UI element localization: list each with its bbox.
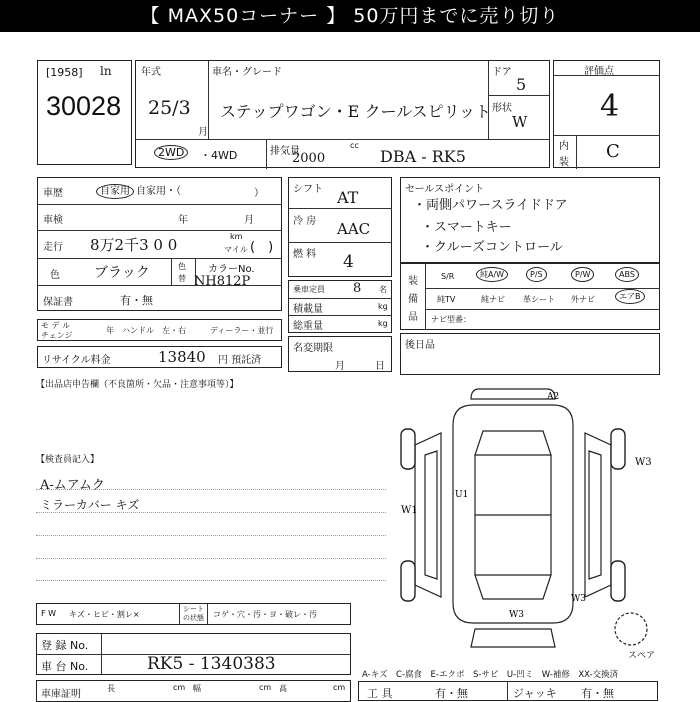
damage-legend: A-キズ C-腐食 E-エクボ S-サビ U-凹ミ W-補修 XX-交換済 <box>362 670 619 680</box>
shape-value: W <box>512 113 528 131</box>
mileage-value: 8万2千3 0 0 <box>90 236 178 254</box>
model-code: DBA - RK5 <box>380 147 466 166</box>
year-label: 年式 <box>141 67 161 78</box>
stock-number: 30028 <box>46 91 122 121</box>
recycle-unit: 円 預託済 <box>218 355 262 366</box>
transfer-unit: 月 日 <box>335 361 385 372</box>
history-options-text: 自家用・（ <box>136 186 181 197</box>
fw-marks: キズ・ヒビ・割レ× <box>69 610 140 619</box>
sales-points-label: セールスポイント <box>405 184 485 195</box>
name-value: ステップワゴン・E クールスピリット <box>220 102 492 121</box>
fw-label: F W <box>41 609 57 618</box>
seat-label-2: の状態 <box>183 614 204 622</box>
sales-point-3: ・クルーズコントロール <box>421 240 563 255</box>
repaint-label-1: 色 <box>178 262 186 271</box>
capacity-label: 乗車定員 <box>293 285 325 294</box>
spec-table <box>288 177 392 277</box>
equip-ps-text: P/S <box>526 267 547 282</box>
shape-label: 形状 <box>492 103 512 114</box>
name-label: 車名・グレード <box>212 67 282 78</box>
equip-aw-text: 純A/W <box>476 267 508 282</box>
sales-points-box <box>400 177 660 263</box>
report-label: 【出品店申告欄（不良箇所・欠品・注意事項等）】 <box>36 380 239 390</box>
interior-label-2: 装 <box>559 157 569 168</box>
mark-front: W3 <box>571 594 586 604</box>
interior-value: C <box>606 141 620 162</box>
color-no-label: カラーNo. <box>208 264 255 275</box>
displacement-label: 排気量 <box>270 146 300 157</box>
equip-ext-navi: 外ナビ <box>571 295 595 304</box>
interior-label-1: 内 <box>559 141 569 152</box>
history-options: 自家用 自家用・（ <box>96 182 181 199</box>
displacement-unit: cc <box>350 141 359 150</box>
equip-ps <box>526 267 547 282</box>
handle-label: ハンドル 左・右 <box>122 326 186 335</box>
cert-height: 高 <box>279 684 287 693</box>
rating-label: 評価点 <box>584 66 614 77</box>
car-outline <box>415 389 647 647</box>
year-value: 25/3 <box>148 97 191 119</box>
equipment-label-3: 品 <box>408 312 418 323</box>
ac-value: AAC <box>337 220 371 238</box>
car-damage-diagram <box>395 385 685 665</box>
navi-model-label: ナビ型番： <box>431 315 471 324</box>
color-no-value: NH812P <box>194 274 251 289</box>
weight-unit: kg <box>378 319 388 328</box>
shaken-year: 年 <box>178 215 188 226</box>
cert-length-unit: cm <box>173 683 186 692</box>
fuel-value: 4 <box>343 252 354 272</box>
dealer-label: ディーラー・並行 <box>210 326 274 335</box>
sales-point-1: ・両側パワースライドドア <box>413 198 568 213</box>
ac-label: 冷 房 <box>293 216 317 227</box>
mileage-unit-mile: マイル <box>224 245 248 254</box>
inspector-note-1: A-ムアムク <box>40 478 105 493</box>
equipment-label-1: 装 <box>408 276 418 287</box>
mileage-paren: ( ) <box>250 240 274 255</box>
recycle-value: 13840 <box>158 348 206 366</box>
seat-marks: コゲ・穴・汚・ヨ・破レ・汚 <box>213 610 317 619</box>
recycle-row <box>37 346 282 368</box>
chassis-label: 車 台 No. <box>41 660 89 673</box>
shaken-month: 月 <box>244 215 254 226</box>
shift-value: AT <box>337 188 359 207</box>
reg-no-label: 登 録 No. <box>41 639 89 652</box>
tools-label: 工 具 <box>367 687 393 700</box>
warranty-value: 有・無 <box>120 294 153 307</box>
jack-value: 有・無 <box>581 687 614 700</box>
history-close: ） <box>254 188 264 199</box>
transfer-box <box>288 336 392 372</box>
fuel-label: 燃 料 <box>293 249 317 260</box>
mark-bumper: W3 <box>509 610 524 620</box>
mark-hood: U1 <box>455 490 469 500</box>
door-value: 5 <box>516 75 527 94</box>
drive-4wd: ・4WD <box>200 149 238 162</box>
posthoc-label: 後日品 <box>405 340 435 351</box>
transfer-label: 名変期限 <box>293 343 333 354</box>
tools-box <box>358 681 658 701</box>
equip-abs-text: ABS <box>615 267 639 282</box>
equip-airbag-text: エアB <box>615 289 645 304</box>
jack-label: ジャッキ <box>513 687 557 700</box>
mileage-label: 走行 <box>43 242 63 253</box>
drive-2wd-circle: 2WD <box>154 145 188 160</box>
equipment-box <box>400 263 660 330</box>
equip-leather: 革シート <box>523 295 555 304</box>
tools-value: 有・無 <box>435 687 468 700</box>
mark-side-left: W1 <box>401 505 418 516</box>
equip-airbag <box>615 289 645 304</box>
garage-cert-label: 車庫証明 <box>41 689 81 700</box>
warranty-label: 保証書 <box>43 297 73 308</box>
weight-label: 総重量 <box>293 321 323 332</box>
equip-tv: 純TV <box>437 295 456 304</box>
equip-abs <box>615 267 639 282</box>
corner-banner: 【 MAX50コーナー 】 50万円までに売り切り <box>0 0 700 32</box>
model-change-row <box>37 319 282 341</box>
damage-row <box>36 603 351 625</box>
capacity-unit: 名 <box>379 285 387 294</box>
shift-label: シフト <box>293 184 323 195</box>
rating-value: 4 <box>600 89 620 124</box>
equip-sr: S/R <box>441 272 455 281</box>
color-label: 色 <box>50 270 60 281</box>
stock-tag: [1958] <box>46 66 83 79</box>
stock-tag-suffix: ln <box>100 64 112 78</box>
equip-aw <box>476 267 508 282</box>
load-unit: kg <box>378 302 388 311</box>
shaken-label: 車検 <box>43 215 63 226</box>
equipment-label-2: 備 <box>408 294 418 305</box>
equip-pw <box>571 267 594 282</box>
rating-box <box>553 60 660 168</box>
posthoc-box <box>400 333 660 375</box>
cert-width: 幅 <box>193 684 201 693</box>
vehicle-header <box>135 60 550 168</box>
cert-height-unit: cm <box>333 683 346 692</box>
seat-label-1: シート <box>183 605 204 613</box>
registration-box <box>36 633 351 675</box>
repaint-label-2: 替 <box>178 274 186 283</box>
drive-2wd <box>154 145 188 160</box>
inspector-note-2: ミラーカバー キズ <box>40 498 140 512</box>
equip-pw-text: P/W <box>571 267 594 282</box>
color-value: ブラック <box>94 265 150 281</box>
spare-label: スペア <box>628 651 656 661</box>
info-table <box>37 177 282 311</box>
model-change-label-1: モ デ ル <box>41 321 71 330</box>
mileage-unit-km: km <box>230 232 243 241</box>
displacement-value: 2000 <box>292 151 326 166</box>
garage-cert-row <box>36 680 351 702</box>
capacity-table <box>288 280 392 333</box>
model-change-label-2: チェンジ <box>41 331 73 340</box>
capacity-value: 8 <box>353 281 362 296</box>
sales-point-2: ・スマートキー <box>421 220 512 235</box>
mark-roof: A2 <box>547 392 560 402</box>
inspector-label: 【検査員記入】 <box>36 455 100 465</box>
recycle-label: リサイクル料金 <box>42 355 111 366</box>
door-label: ドア <box>492 67 512 78</box>
load-label: 積載量 <box>293 304 323 315</box>
history-label: 車歴 <box>43 188 63 199</box>
equip-navi: 純ナビ <box>481 295 505 304</box>
chassis-value: RK5 - 1340383 <box>147 654 276 674</box>
year-unit: 月 <box>198 127 208 138</box>
stock-box <box>37 60 132 165</box>
model-change-year: 年 <box>106 326 114 335</box>
cert-width-unit: cm <box>259 683 272 692</box>
mark-side-right: W3 <box>635 457 652 468</box>
cert-length: 長 <box>107 684 115 693</box>
